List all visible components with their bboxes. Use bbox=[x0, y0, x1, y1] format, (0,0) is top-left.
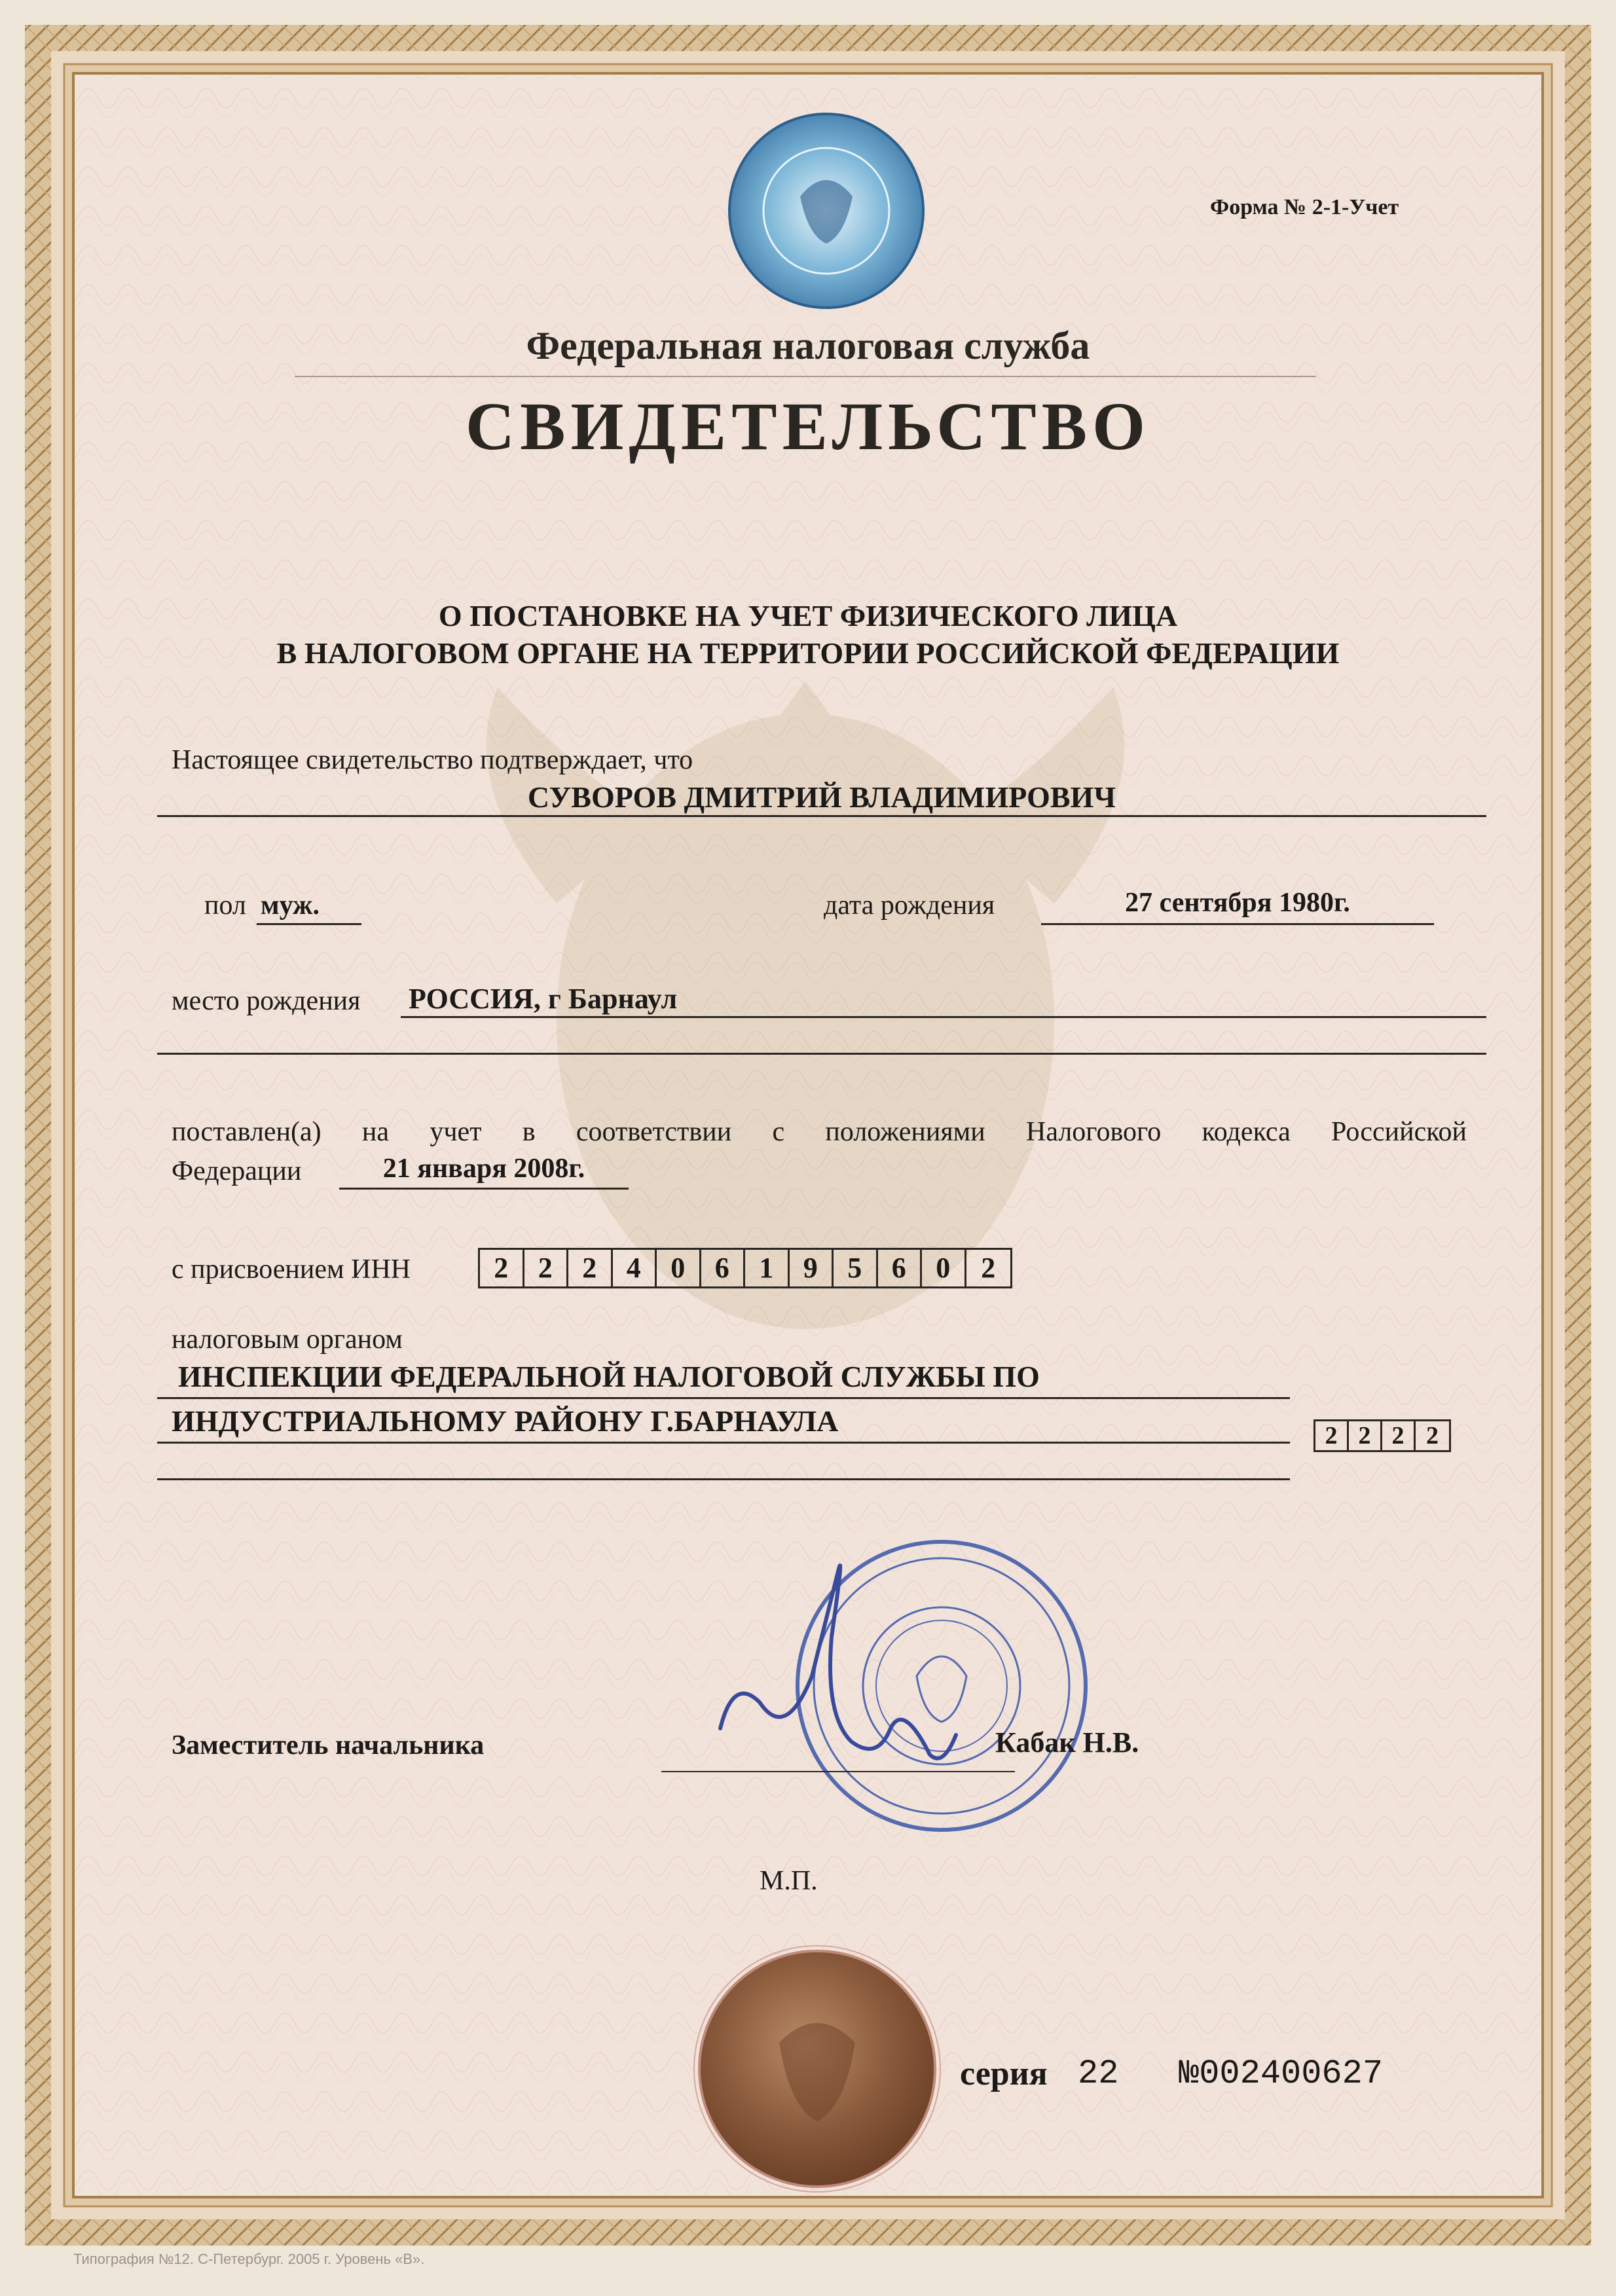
dob-value: 27 сентября 1980г. bbox=[1125, 888, 1350, 918]
series-label: серия bbox=[960, 2055, 1048, 2092]
tax-authority-line1: ИНСПЕКЦИИ ФЕДЕРАЛЬНОЙ НАЛОГОВОЙ СЛУЖБЫ ПО bbox=[178, 1360, 1040, 1393]
digit-cell: 2 bbox=[1382, 1421, 1416, 1450]
name-underline bbox=[157, 815, 1486, 817]
registered-date-underline bbox=[339, 1188, 629, 1190]
digit-cell: 9 bbox=[790, 1250, 834, 1286]
digit-cell: 0 bbox=[657, 1250, 701, 1286]
dob-label: дата рождения bbox=[824, 890, 995, 920]
tax-authority-line2: ИНДУСТРИАЛЬНОМУ РАЙОНУ Г.БАРНАУЛА bbox=[172, 1404, 839, 1438]
hologram-emblem-icon bbox=[729, 114, 923, 308]
signer-name: Кабак Н.В. bbox=[995, 1726, 1139, 1758]
full-name: СУВОРОВ ДМИТРИЙ ВЛАДИМИРОВИЧ bbox=[527, 780, 1116, 814]
digit-cell: 2 bbox=[568, 1250, 613, 1286]
digit-cell: 2 bbox=[1315, 1421, 1349, 1450]
pob-value: РОССИЯ, г Барнаул bbox=[409, 983, 678, 1015]
signature-underline bbox=[661, 1771, 1015, 1772]
registered-text: поставлен(а) на учет в соответствии с положениями Налогового кодекса Российской bbox=[172, 1117, 1467, 1147]
certificate-title: СВИДЕТЕЛЬСТВО bbox=[465, 389, 1151, 464]
tax-authority-label: налоговым органом bbox=[172, 1324, 403, 1355]
digit-cell: 5 bbox=[834, 1250, 878, 1286]
signer-position: Заместитель начальника bbox=[172, 1730, 485, 1760]
subtitle-line2: В НАЛОГОВОМ ОРГАНЕ НА ТЕРРИТОРИИ РОССИЙСКОЙ ФЕДЕРАЦИИ bbox=[276, 636, 1340, 670]
sex-underline bbox=[257, 923, 361, 925]
digit-cell: 6 bbox=[701, 1250, 746, 1286]
digit-cell: 2 bbox=[1349, 1421, 1382, 1450]
seal-place-label: М.П. bbox=[760, 1866, 818, 1896]
inn-label: с присвоением ИНН bbox=[172, 1254, 411, 1285]
registered-date: 21 января 2008г. bbox=[382, 1154, 585, 1184]
digit-cell: 2 bbox=[981, 1252, 996, 1284]
digit-cell: 0 bbox=[922, 1250, 966, 1286]
subtitle-line1: О ПОСТАНОВКЕ НА УЧЕТ ФИЗИЧЕСКОГО ЛИЦА bbox=[438, 599, 1178, 632]
intro-text: Настоящее свидетельство подтверждает, что bbox=[172, 745, 693, 775]
tax-authority-underline-3 bbox=[157, 1478, 1290, 1480]
tax-authority-code-boxes bbox=[1313, 1419, 1451, 1452]
pob-label: место рождения bbox=[172, 986, 361, 1016]
sex-value: муж. bbox=[261, 890, 320, 920]
inn-boxes bbox=[478, 1248, 1012, 1288]
digit-cell: 2 bbox=[524, 1250, 569, 1286]
digit-cell: 1 bbox=[745, 1250, 790, 1286]
printer-note: Типография №12. С-Петербург. 2005 г. Уровень «В». bbox=[73, 2251, 425, 2267]
sex-label: пол bbox=[204, 890, 246, 920]
registered-label: Федерации bbox=[172, 1156, 302, 1186]
certificate-number: №002400627 bbox=[1179, 2054, 1384, 2093]
tax-authority-underline-2 bbox=[157, 1442, 1290, 1444]
tax-authority-underline-1 bbox=[157, 1397, 1290, 1399]
dob-underline bbox=[1041, 923, 1434, 925]
pob-underline bbox=[401, 1016, 1486, 1018]
digit-cell: 6 bbox=[878, 1250, 923, 1286]
agency-name: Федеральная налоговая служба bbox=[526, 324, 1090, 367]
pob-underline-2 bbox=[157, 1053, 1486, 1055]
digit-cell: 4 bbox=[613, 1250, 657, 1286]
digit-cell: 2 bbox=[1426, 1422, 1439, 1449]
digit-cell: 2 bbox=[480, 1250, 524, 1286]
form-number: Форма № 2-1-Учет bbox=[1210, 195, 1399, 219]
series-value: 22 bbox=[1078, 2054, 1119, 2093]
